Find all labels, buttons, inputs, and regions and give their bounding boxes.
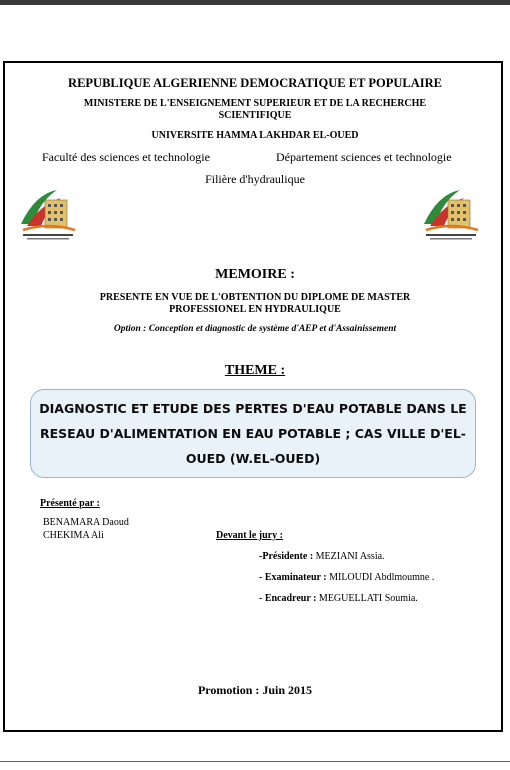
jury-role: - Examinateur : xyxy=(259,572,327,583)
filiere-label: Filière d'hydraulique xyxy=(205,172,305,186)
top-bar xyxy=(0,0,510,5)
bottom-rule xyxy=(0,761,510,762)
university-logo-right xyxy=(420,184,482,242)
jury-member xyxy=(259,593,418,604)
jury-member xyxy=(259,551,385,562)
memoire-title: MEMOIRE : xyxy=(215,267,295,282)
jury-member xyxy=(259,572,434,583)
promotion-line: Promotion : Juin 2015 xyxy=(197,683,313,697)
jury-name: MEZIANI Assia. xyxy=(315,551,385,562)
university-heading: UNIVERSITE HAMMA LAKHDAR EL-OUED xyxy=(151,130,359,141)
ministry-heading: MINISTERE DE L'ENSEIGNEMENT SUPERIEUR ET DE LA RECHERCHE SCIENTIFIQUE xyxy=(83,98,427,121)
republic-heading: REPUBLIQUE ALGERIENNE DEMOCRATIQUE ET POPULAIRE xyxy=(68,76,442,90)
jury-label: Devant le jury : xyxy=(216,530,283,541)
jury-role: -Présidente : xyxy=(259,551,314,562)
option-line: Option : Conception et diagnostic de système d'AEP et d'Assainissement xyxy=(113,324,397,334)
jury-name: MEGUELLATI Soumia. xyxy=(318,593,418,604)
jury-role: - Encadreur : xyxy=(259,593,317,604)
faculty-label: Faculté des sciences et technologie xyxy=(42,150,210,164)
theme-text: DIAGNOSTIC ET ETUDE DES PERTES D'EAU POTABLE DANS LE RESEAU D'ALIMENTATION EN EAU POTABLE ; CAS VILLE D'EL-OUED (W.EL-OUED) xyxy=(39,401,467,466)
presented-for: PRESENTE EN VUE DE L'OBTENTION DU DIPLOME DE MASTER PROFESSIONEL EN HYDRAULIQUE xyxy=(99,292,411,315)
university-logo-left xyxy=(17,184,79,242)
department-label: Département sciences et technologie xyxy=(276,150,452,164)
theme-label: THEME : xyxy=(224,363,286,378)
jury-name: MILOUDI Abdlmoumne . xyxy=(329,572,435,583)
theme-box xyxy=(30,389,476,478)
presenter-name: BENAMARA Daoud xyxy=(43,517,129,528)
presenter-name: CHEKIMA Ali xyxy=(43,530,104,541)
presented-by-label: Présenté par : xyxy=(40,498,100,509)
